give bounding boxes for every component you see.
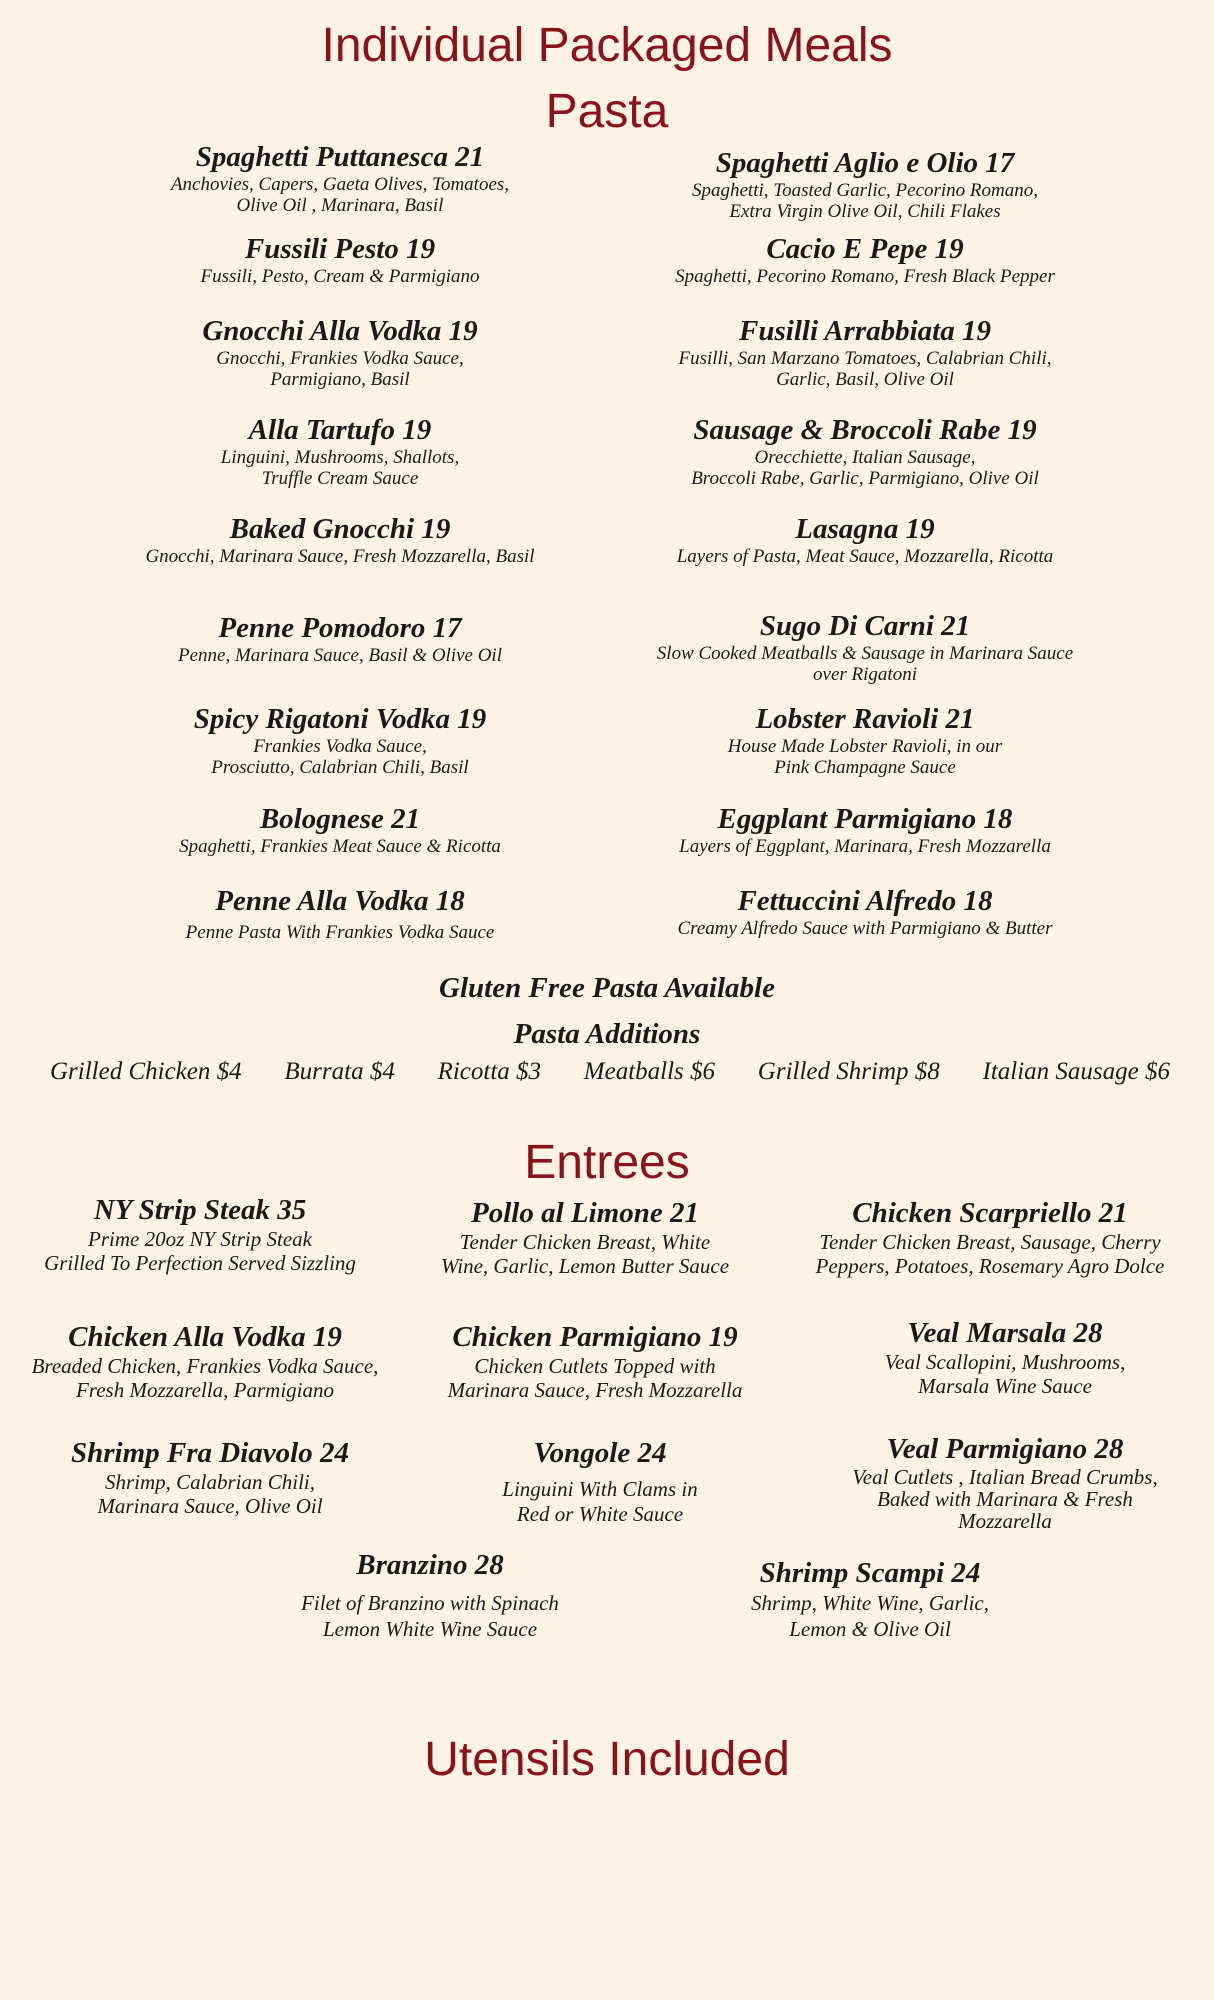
menu-item-name: Baked Gnocchi 19 bbox=[229, 513, 451, 545]
menu-item-name: Eggplant Parmigiano 18 bbox=[717, 803, 1013, 835]
addition-item: Grilled Chicken $4 bbox=[50, 1058, 242, 1085]
menu-item-desc: Spaghetti, Pecorino Romano, Fresh Black Pepper bbox=[675, 266, 1055, 287]
menu-item-name: Bolognese 21 bbox=[259, 803, 421, 835]
menu-item bbox=[400, 1196, 770, 1278]
menu-item bbox=[90, 413, 590, 489]
menu-item-desc: Filet of Branzino with Spinach bbox=[301, 1591, 559, 1615]
menu-item-name: Veal Marsala 28 bbox=[907, 1317, 1103, 1349]
menu-item-desc: over Rigatoni bbox=[813, 664, 917, 685]
menu-item-desc: Linguini With Clams in bbox=[502, 1477, 698, 1501]
menu-item-desc: Penne, Marinara Sauce, Basil & Olive Oil bbox=[178, 645, 502, 666]
menu-item bbox=[0, 1193, 400, 1275]
menu-item bbox=[90, 884, 590, 943]
menu-item-name: Vongole 24 bbox=[533, 1437, 667, 1469]
menu-item-desc: Marsala Wine Sauce bbox=[918, 1374, 1092, 1398]
menu-item-desc: Fussili, Pesto, Cream & Parmigiano bbox=[200, 266, 480, 287]
entrees-heading: Entrees bbox=[524, 1136, 690, 1189]
menu-item bbox=[770, 1196, 1210, 1278]
menu-item bbox=[800, 1432, 1210, 1532]
addition-item: Grilled Shrimp $8 bbox=[757, 1058, 940, 1085]
menu-item bbox=[230, 1548, 630, 1642]
menu-item-desc: Wine, Garlic, Lemon Butter Sauce bbox=[440, 1254, 730, 1278]
menu-item bbox=[610, 232, 1120, 287]
menu-item-desc: Marinara Sauce, Olive Oil bbox=[97, 1494, 323, 1518]
menu-item bbox=[800, 1316, 1210, 1398]
menu-item-desc: Spaghetti, Frankies Meat Sauce & Ricotta bbox=[179, 836, 501, 857]
menu-item bbox=[90, 232, 590, 287]
menu-item-desc: Fusilli, San Marzano Tomatoes, Calabrian Chili, bbox=[678, 348, 1052, 369]
menu-item bbox=[90, 702, 590, 778]
menu-item-desc: Gnocchi, Frankies Vodka Sauce, bbox=[216, 348, 464, 369]
menu-item-desc: Marinara Sauce, Fresh Mozzarella bbox=[447, 1378, 743, 1402]
menu-item-desc: Penne Pasta With Frankies Vodka Sauce bbox=[185, 922, 495, 943]
menu-item-desc: Slow Cooked Meatballs & Sausage in Marinara Sauce bbox=[656, 643, 1074, 664]
menu-item-name: Lasagna 19 bbox=[795, 513, 935, 545]
menu-item-name: Alla Tartufo 19 bbox=[248, 414, 432, 446]
addition-item: Ricotta $3 bbox=[437, 1058, 542, 1085]
menu-item-name: Cacio E Pepe 19 bbox=[766, 233, 964, 265]
menu-item bbox=[0, 1320, 410, 1402]
menu-item bbox=[90, 802, 590, 857]
menu-item bbox=[90, 140, 590, 216]
menu-item-name: Pollo al Limone 21 bbox=[471, 1197, 699, 1229]
menu-item-desc: Layers of Pasta, Meat Sauce, Mozzarella, Ricotta bbox=[676, 546, 1054, 567]
menu-item-desc: Veal Scallopini, Mushrooms, bbox=[884, 1350, 1126, 1374]
pasta-heading: Pasta bbox=[545, 85, 669, 138]
menu-item-desc: House Made Lobster Ravioli, in our bbox=[727, 736, 1003, 757]
menu-item-desc: Creamy Alfredo Sauce with Parmigiano & Butter bbox=[677, 918, 1053, 939]
menu-item-desc: Lemon White Wine Sauce bbox=[322, 1617, 538, 1641]
menu-item bbox=[680, 1556, 1060, 1642]
menu-item-name: Sugo Di Carni 21 bbox=[759, 610, 971, 642]
additions-list bbox=[50, 1058, 1170, 1086]
menu-item-desc: Lemon & Olive Oil bbox=[789, 1617, 951, 1641]
page-title: Individual Packaged Meals bbox=[321, 19, 893, 72]
menu-item-name: Chicken Parmigiano 19 bbox=[452, 1321, 738, 1353]
menu-item-name: Lobster Ravioli 21 bbox=[755, 703, 975, 735]
menu-item bbox=[410, 1320, 780, 1402]
addition-item: Burrata $4 bbox=[284, 1058, 395, 1085]
menu-item-desc: Prosciutto, Calabrian Chili, Basil bbox=[211, 757, 469, 778]
menu-item-desc: Parmigiano, Basil bbox=[270, 369, 410, 390]
menu-item-name: Fusilli Arrabbiata 19 bbox=[739, 315, 991, 347]
menu-item bbox=[610, 884, 1120, 939]
menu-item-desc: Prime 20oz NY Strip Steak bbox=[88, 1227, 312, 1251]
menu-item-desc: Red or White Sauce bbox=[516, 1502, 684, 1526]
menu-item-desc: Gnocchi, Marinara Sauce, Fresh Mozzarella, Basil bbox=[145, 546, 535, 567]
menu-item-name: Chicken Scarpriello 21 bbox=[852, 1197, 1128, 1229]
menu-item bbox=[610, 413, 1120, 489]
menu-item-desc: Shrimp, Calabrian Chili, bbox=[104, 1470, 316, 1494]
gluten-free-note: Gluten Free Pasta Available bbox=[439, 972, 775, 1004]
menu-item bbox=[90, 314, 590, 390]
menu-item-name: Shrimp Fra Diavolo 24 bbox=[71, 1437, 349, 1469]
menu-item-desc: Frankies Vodka Sauce, bbox=[253, 736, 427, 757]
menu-item bbox=[90, 611, 590, 666]
menu-item bbox=[610, 609, 1120, 685]
menu-item-name: Spaghetti Puttanesca 21 bbox=[195, 141, 485, 173]
menu-item-desc: Tender Chicken Breast, White bbox=[459, 1230, 711, 1254]
menu-item-desc: Mozzarella bbox=[958, 1509, 1052, 1533]
menu-item-name: Penne Pomodoro 17 bbox=[218, 612, 462, 644]
menu-item-desc: Peppers, Potatoes, Rosemary Agro Dolce bbox=[815, 1254, 1165, 1278]
menu-item bbox=[90, 512, 590, 567]
menu-item-desc: Linguini, Mushrooms, Shallots, bbox=[220, 447, 460, 468]
menu-item-name: Shrimp Scampi 24 bbox=[759, 1557, 981, 1589]
menu-item-name: Sausage & Broccoli Rabe 19 bbox=[693, 414, 1037, 446]
menu-item-desc: Spaghetti, Toasted Garlic, Pecorino Romano, bbox=[691, 180, 1039, 201]
menu-item bbox=[420, 1436, 780, 1526]
menu-item-name: Branzino 28 bbox=[356, 1549, 504, 1581]
menu-item-name: Spaghetti Aglio e Olio 17 bbox=[715, 147, 1015, 179]
menu-item-desc: Chicken Cutlets Topped with bbox=[474, 1354, 716, 1378]
menu-item-desc: Grilled To Perfection Served Sizzling bbox=[44, 1251, 356, 1275]
menu-item-desc: Fresh Mozzarella, Parmigiano bbox=[75, 1378, 335, 1402]
menu-item-name: Spicy Rigatoni Vodka 19 bbox=[193, 703, 487, 735]
menu-item-desc: Extra Virgin Olive Oil, Chili Flakes bbox=[729, 201, 1001, 222]
menu-item-desc: Layers of Eggplant, Marinara, Fresh Mozzarella bbox=[679, 836, 1051, 857]
menu-item-name: Penne Alla Vodka 18 bbox=[215, 885, 465, 917]
menu-item-desc: Anchovies, Capers, Gaeta Olives, Tomatoes, bbox=[170, 174, 510, 195]
menu-item bbox=[610, 702, 1120, 778]
menu-item-name: Veal Parmigiano 28 bbox=[886, 1433, 1124, 1465]
menu-item bbox=[610, 314, 1120, 390]
menu-item bbox=[610, 146, 1120, 222]
menu-item-desc: Shrimp, White Wine, Garlic, bbox=[751, 1591, 989, 1615]
menu-item-name: NY Strip Steak 35 bbox=[93, 1194, 307, 1226]
menu-item-name: Fussili Pesto 19 bbox=[244, 233, 436, 265]
menu-item-desc: Olive Oil , Marinara, Basil bbox=[236, 195, 444, 216]
menu-item-desc: Tender Chicken Breast, Sausage, Cherry bbox=[819, 1230, 1161, 1254]
addition-item: Italian Sausage $6 bbox=[982, 1058, 1170, 1085]
menu-item-desc: Baked with Marinara & Fresh bbox=[877, 1487, 1133, 1511]
menu-item-desc: Broccoli Rabe, Garlic, Parmigiano, Olive Oil bbox=[691, 468, 1039, 489]
additions-heading: Pasta Additions bbox=[513, 1018, 701, 1050]
footer-note: Utensils Included bbox=[424, 1733, 790, 1786]
menu-item-desc: Veal Cutlets , Italian Bread Crumbs, bbox=[852, 1465, 1158, 1489]
menu-item-name: Gnocchi Alla Vodka 19 bbox=[202, 315, 478, 347]
menu-item-desc: Orecchiette, Italian Sausage, bbox=[754, 447, 976, 468]
menu-item-name: Fettuccini Alfredo 18 bbox=[737, 885, 993, 917]
menu-item bbox=[10, 1436, 410, 1518]
menu-item-desc: Truffle Cream Sauce bbox=[261, 468, 419, 489]
menu-item bbox=[610, 512, 1120, 567]
menu-item-name: Chicken Alla Vodka 19 bbox=[68, 1321, 342, 1353]
menu-item-desc: Pink Champagne Sauce bbox=[774, 757, 956, 778]
menu-item bbox=[610, 802, 1120, 857]
menu-item-desc: Breaded Chicken, Frankies Vodka Sauce, bbox=[31, 1354, 379, 1378]
addition-item: Meatballs $6 bbox=[583, 1058, 716, 1085]
menu-item-desc: Garlic, Basil, Olive Oil bbox=[776, 369, 954, 390]
